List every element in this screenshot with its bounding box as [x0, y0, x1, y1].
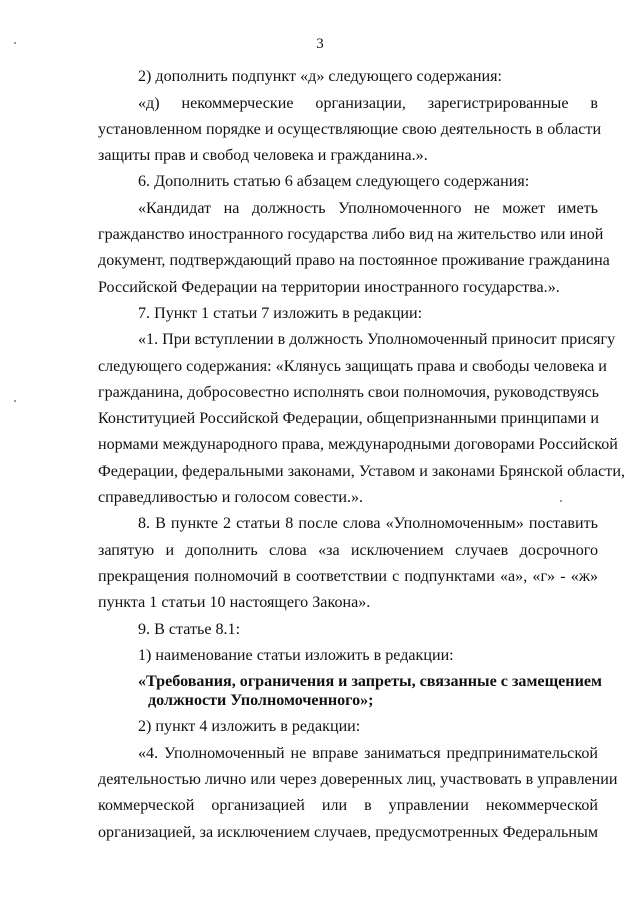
paragraph-line: Конституцией Российской Федерации, общепризнанными принципами и [98, 410, 599, 427]
paragraph-line: установленном порядке и осуществляющие свою деятельность в области [98, 121, 602, 138]
bold-heading-line: «Требования, ограничения и запреты, связанные с замещением [138, 673, 602, 690]
paragraph-line: нормами международного права, международными договорами Российской [98, 436, 618, 453]
page-number: 3 [316, 36, 324, 52]
paragraph-line: «4. Уполномоченный не вправе заниматься предпринимательской [138, 745, 598, 762]
paragraph-line: 2) дополнить подпункт «д» следующего содержания: [138, 68, 503, 85]
paragraph-line: 9. В статье 8.1: [138, 621, 241, 638]
paragraph-line: Федерации, федеральными законами, Уставом и законами Брянской области, [98, 463, 625, 480]
paragraph-line: 6. Дополнить статью 6 абзацем следующего содержания: [138, 173, 530, 190]
paragraph-line: 2) пункт 4 изложить в редакции: [138, 718, 361, 735]
bold-heading-line: должности Уполномоченного»; [148, 692, 374, 709]
scan-speck [14, 400, 16, 402]
paragraph-line: следующего содержания: «Клянусь защищать права и свободы человека и [98, 358, 607, 375]
paragraph-line: организацией, за исключением случаев, предусмотренных Федеральным [98, 824, 598, 841]
paragraph-line: Российской Федерации на территории иностранного государства.». [98, 279, 560, 296]
paragraph-line: документ, подтверждающий право на постоянное проживание гражданина [98, 252, 610, 269]
scan-speck [14, 42, 16, 44]
paragraph-line: гражданство иностранного государства либо вид на жительство или иной [98, 226, 604, 243]
paragraph-line: 1) наименование статьи изложить в редакции: [138, 647, 454, 664]
paragraph-line: гражданина, добросовестно исполнять свои полномочия, руководствуясь [98, 384, 599, 401]
paragraph-line: справедливостью и голосом совести.». [98, 489, 364, 506]
paragraph-line: прекращения полномочий в соответствии с подпунктами «а», «г» - «ж» [98, 568, 598, 585]
paragraph-line: пункта 1 статьи 10 настоящего Закона». [98, 594, 371, 611]
scan-speck [560, 500, 562, 502]
paragraph-line: 7. Пункт 1 статьи 7 изложить в редакции: [138, 305, 423, 322]
paragraph-line: запятую и дополнить слова «за исключением случаев досрочного [98, 542, 598, 559]
paragraph-line: деятельностью лично или через доверенных лиц, участвовать в управлении [98, 771, 618, 788]
paragraph-line: коммерческой организацией или в управлении некоммерческой [98, 797, 598, 814]
paragraph-line: «1. При вступлении в должность Уполномоченный приносит присягу [138, 331, 616, 348]
paragraph-line: «Кандидат на должность Уполномоченного не может иметь [138, 200, 598, 217]
paragraph-line: 8. В пункте 2 статьи 8 после слова «Уполномоченным» поставить [138, 515, 598, 532]
paragraph-line: «д) некоммерческие организации, зарегистрированные в [138, 95, 598, 112]
paragraph-line: защиты прав и свобод человека и гражданина.». [98, 147, 428, 164]
